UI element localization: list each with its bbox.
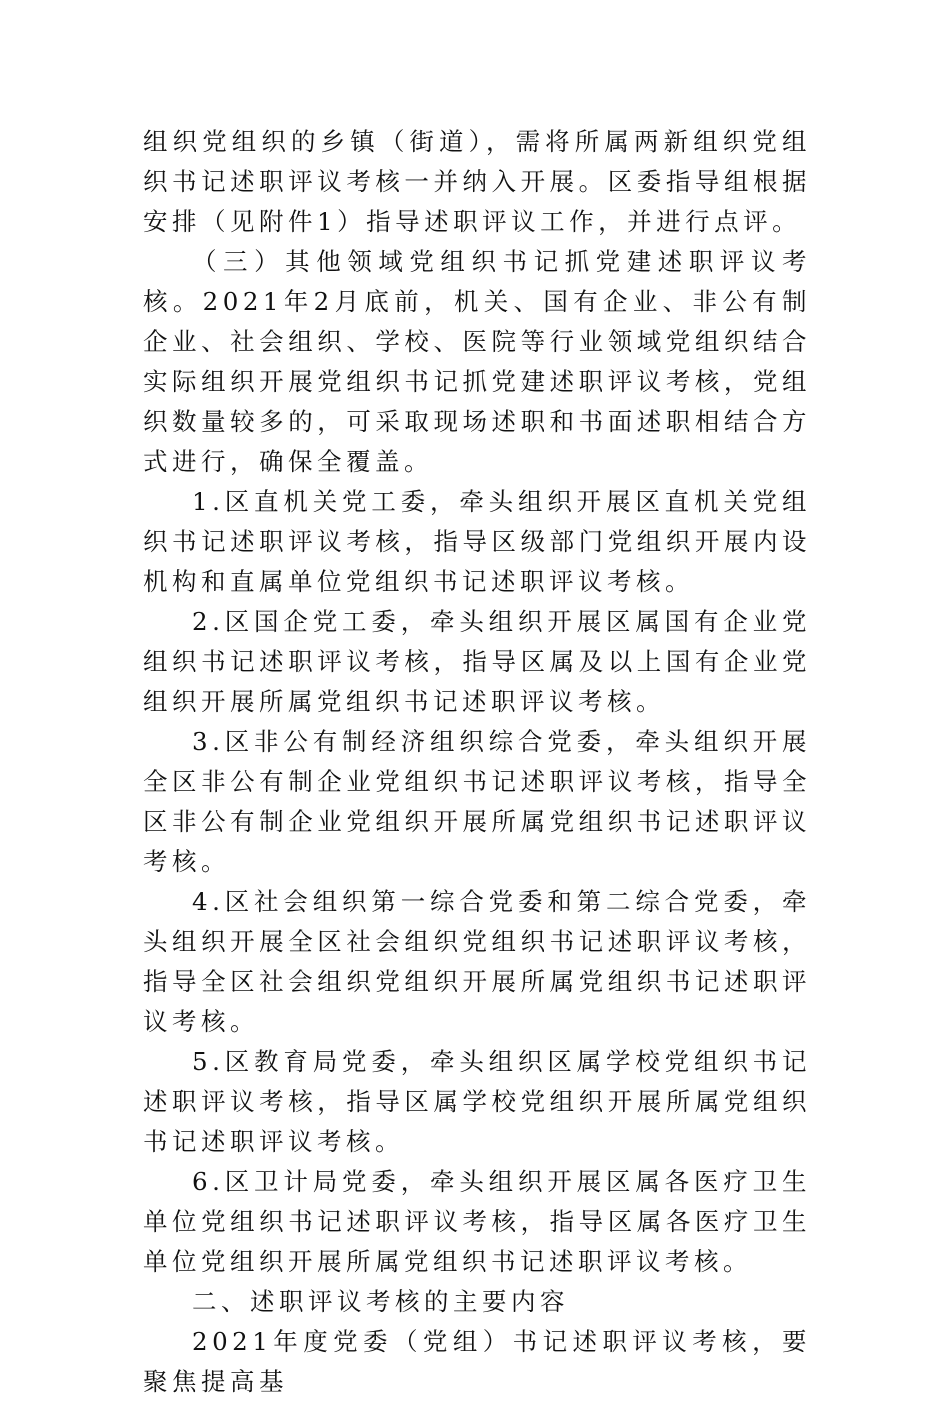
document-body	[143, 122, 811, 1402]
section-heading-2: 二、述职评议考核的主要内容	[192, 1287, 569, 1316]
paragraph-item-4: 4.区社会组织第一综合党委和第二综合党委，牵头组织开展全区社会组织党组织书记述职评议考核，指导全区社会组织党组织开展所属党组织书记述职评议考核。	[143, 887, 811, 1036]
paragraph-item-1: 1.区直机关党工委，牵头组织开展区直机关党组织书记述职评议考核，指导区级部门党组织开展内设机构和直属单位党组织书记述职评议考核。	[143, 487, 811, 596]
paragraph-item-3: 3.区非公有制经济组织综合党委，牵头组织开展全区非公有制企业党组织书记述职评议考核，指导全区非公有制企业党组织开展所属党组织书记述职评议考核。	[143, 727, 811, 876]
paragraph-item-2: 2.区国企党工委，牵头组织开展区属国有企业党组织书记述职评议考核，指导区属及以上国有企业党组织开展所属党组织书记述职评议考核。	[143, 607, 811, 716]
paragraph-section-3: （三）其他领域党组织书记抓党建述职评议考核。2021年2月底前，机关、国有企业、非公有制企业、社会组织、学校、医院等行业领域党组织结合实际组织开展党组织书记抓党建述职评议考核，党组织数量较多的，可采取现场述职和书面述职相结合方式进行，确保全覆盖。	[143, 247, 811, 476]
paragraph-continuation: 组织党组织的乡镇（街道），需将所属两新组织党组织书记述职评议考核一并纳入开展。区委指导组根据安排（见附件1）指导述职评议工作，并进行点评。	[143, 127, 811, 236]
paragraph-item-6: 6.区卫计局党委，牵头组织开展区属各医疗卫生单位党组织书记述职评议考核，指导区属各医疗卫生单位党组织开展所属党组织书记述职评议考核。	[143, 1167, 811, 1276]
paragraph-main-content: 2021年度党委（党组）书记述职评议考核，要聚焦提高基	[143, 1327, 811, 1396]
paragraph-item-5: 5.区教育局党委，牵头组织区属学校党组织书记述职评议考核，指导区属学校党组织开展所属党组织书记述职评议考核。	[143, 1047, 811, 1156]
